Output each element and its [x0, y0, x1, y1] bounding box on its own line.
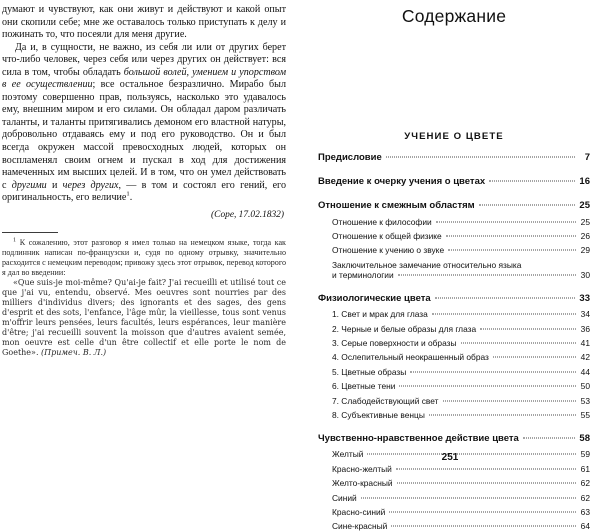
footnote-number: 1 — [13, 236, 17, 244]
toc-entry-label: Отношение к общей физике — [332, 230, 442, 241]
toc-entry[interactable] — [318, 493, 590, 503]
toc-dot-leader — [429, 414, 576, 415]
body-text-block — [2, 4, 286, 205]
toc-entry[interactable] — [318, 152, 590, 163]
footnote-editor-attribution: (Примеч. В. Л.) — [41, 348, 107, 358]
toc-page-number: 25 — [580, 216, 590, 227]
toc-page-number: 64 — [580, 521, 590, 531]
toc-entry-label: Отношение к философии — [332, 216, 432, 227]
toc-entry-label: Сине-красный — [332, 521, 388, 531]
toc-entry-label: Чувственно-нравственное действие цвета — [318, 432, 519, 444]
toc-page-number: 26 — [580, 230, 590, 241]
toc-page-number: 25 — [579, 200, 590, 211]
toc-entry-label: Синий — [332, 492, 357, 503]
para2-italic1: большой волей, умением и упорством в ее осуществлении — [2, 66, 287, 91]
toc-entry[interactable] — [318, 507, 590, 517]
toc-entry[interactable] — [318, 433, 590, 444]
para2-italic2: другими — [11, 179, 47, 191]
toc-page-number: 29 — [580, 245, 590, 256]
toc-page-number: 34 — [580, 309, 590, 320]
toc-page-number: 53 — [580, 395, 590, 406]
toc-entry-label: 4. Ослепительный неокрашенный образ — [332, 352, 489, 363]
toc-entry[interactable] — [318, 176, 590, 187]
toc-entry[interactable] — [318, 231, 590, 241]
toc-dot-leader — [523, 437, 575, 438]
toc-entry-label: 5. Цветные образы — [332, 366, 407, 377]
toc-entry-label: Физиологические цвета — [318, 292, 431, 304]
toc-dot-leader — [446, 235, 576, 236]
footnote-reference-marker[interactable]: 1 — [126, 190, 130, 198]
toc-page-number: 36 — [580, 323, 590, 334]
toc-dot-leader — [386, 157, 575, 158]
toc-page-number: 44 — [580, 366, 590, 377]
toc-dot-leader — [479, 205, 575, 206]
toc-dot-leader — [398, 274, 576, 275]
toc-dot-leader — [435, 297, 575, 298]
toc-dot-leader — [461, 342, 577, 343]
toc-entry[interactable] — [318, 464, 590, 474]
para2-part5: . — [129, 192, 133, 204]
toc-entry-label: Отношение к смежным областям — [318, 200, 475, 211]
toc-entry-label: Предисловие — [318, 152, 382, 163]
toc-entry[interactable] — [318, 381, 590, 391]
paragraph-second — [2, 42, 286, 205]
toc-dot-leader — [489, 181, 575, 182]
page-title: Содержание — [401, 6, 507, 26]
toc-entry-label: Красно-желтый — [332, 463, 392, 474]
toc-dot-leader — [443, 400, 577, 401]
toc-entry-label: 1. Свет и мрак для глаза — [332, 309, 428, 320]
footnote-block — [2, 238, 286, 359]
toc-entry[interactable] — [318, 260, 590, 280]
paragraph-continuation: думают и чувствуют, как они живут и действуют и какой опыт они скопили себе; мне же оставалось только приступать к делу и пожинать то, что посеяли для меня другие. — [2, 4, 286, 41]
toc-page-number: 61 — [580, 463, 590, 474]
toc-entry[interactable] — [318, 396, 590, 406]
toc-page-number: 62 — [580, 478, 590, 489]
toc-page-number: 50 — [580, 381, 590, 392]
para2-part3: и — [46, 179, 63, 191]
right-page — [300, 0, 600, 531]
toc-page-number: 41 — [580, 337, 590, 348]
toc-dot-leader — [493, 357, 576, 358]
toc-entry-label: 8. Субъективные венцы — [332, 409, 425, 420]
toc-entry-continuation — [332, 270, 590, 280]
para2-part4: , — в том и состоял его гений, его оригинальность, его величие — [2, 179, 286, 204]
toc-entry-label: Желто-красный — [332, 478, 393, 489]
toc-page-number: 42 — [580, 352, 590, 363]
toc-page-number: 62 — [580, 492, 590, 503]
toc-entry[interactable] — [318, 521, 590, 531]
toc-entry-label: Введение к очерку учения о цветах — [318, 176, 486, 187]
toc-part-heading: УЧЕНИЕ О ЦВЕТЕ — [404, 131, 504, 142]
toc-entry-label-line2: и терминологии — [332, 269, 394, 280]
toc-dot-leader — [396, 468, 576, 469]
para2-part1: Да и, в сущности, не важно, из себя ли или от других берет что-либо человек, через себя или через других он действует: вся сила в том, чтобы обладать — [2, 41, 286, 78]
toc-list — [318, 152, 590, 531]
toc-entry-label: Отношение к учению о звуке — [332, 245, 445, 256]
toc-entry-label: Желтый — [332, 449, 364, 460]
toc-entry[interactable] — [318, 367, 590, 377]
footnote-russian-text: К сожалению, этот разговор я имел только на немецком языке, тогда как подлинник написан по-французски и, судя по одному отрывку, значительно расходится с немецким переводом; привожу здесь этот отрывок, перевод которого я дал во введении: — [2, 237, 286, 277]
para2-italic3: через других — [62, 179, 119, 191]
para2-part2: ; все остальное безразлично. Мирабо был поэтому совершенно прав, пользуясь, насколько это удавалось ему, внешним миром и его силами. Он обладал даром различать таланты, и таланты притягивались демоном его властной натуры, добровольно отдаваясь ему и под его руководство. Он и был всегда окружен массой превосходных людей, которых он воспламенял своим огнем и пускал в ход для достижения намеченных им высших целей. И в том, что он умел действовать с — [2, 79, 286, 191]
toc-entry-label: 7. Слабодействующий свет — [332, 395, 439, 406]
toc-dot-leader — [389, 511, 576, 512]
footnote-russian-paragraph — [2, 238, 286, 278]
toc-entry-label: Красно-синий — [332, 506, 386, 517]
toc-dot-leader — [391, 526, 576, 527]
footnote-french-text: «Que suis-je moi-même? Qu'ai-je fait? J'ai recueilli et utilisé tout ce que j'ai vu, entendu, observé. Mes oeuvres sont nourries par des milliers d'individus divers; des ignorants et des sages, des gens d'esprit et des sots, l'enfance, l'âge mûr, la vieillesse, tous sont venus m'offrir leurs pensées, leurs facultés, leurs espérances, leur manière d'être; j'ai recueilli souvent la moisson que d'autres avaient semée, mon oeuvre est celle d'un être collectif et elle porte le nom de Goethe». — [2, 277, 286, 358]
toc-dot-leader — [399, 386, 576, 387]
toc-entry[interactable] — [318, 352, 590, 362]
toc-entry-label: 6. Цветные тени — [332, 381, 396, 392]
toc-entry[interactable] — [318, 200, 590, 211]
toc-entry[interactable] — [318, 324, 590, 334]
toc-page-number: 58 — [579, 432, 590, 444]
footnote-separator-rule — [2, 232, 58, 233]
toc-entry[interactable] — [318, 309, 590, 319]
toc-dot-leader — [448, 250, 576, 251]
footnote-french-paragraph — [2, 278, 286, 359]
toc-dot-leader — [432, 314, 576, 315]
toc-dot-leader — [436, 221, 576, 222]
toc-dot-leader — [361, 497, 576, 498]
toc-entry[interactable] — [318, 410, 590, 420]
toc-page-number: 55 — [580, 409, 590, 420]
toc-page-number: 7 — [584, 152, 590, 163]
toc-page-number: 59 — [580, 449, 590, 460]
toc-entry-label: 3. Серые поверхности и образы — [332, 337, 457, 348]
toc-entry[interactable] — [318, 338, 590, 348]
toc-dot-leader — [480, 328, 576, 329]
toc-entry[interactable] — [318, 245, 590, 255]
left-page — [0, 0, 300, 475]
toc-page-number: 63 — [580, 506, 590, 517]
toc-page-number: 16 — [579, 176, 590, 187]
toc-entry-label: 2. Черные и белые образы для глаза — [332, 323, 477, 334]
quote-attribution: (Соре, 17.02.1832) — [211, 209, 284, 220]
toc-entry[interactable] — [318, 478, 590, 488]
toc-entry-label: Заключительное замечание относительно языка — [332, 259, 522, 270]
folio-page-number: 251 — [441, 452, 459, 463]
toc-dot-leader — [410, 371, 576, 372]
toc-page-number: 30 — [580, 269, 590, 280]
toc-entry[interactable] — [318, 293, 590, 304]
toc-page-number: 33 — [579, 292, 590, 304]
toc-dot-leader — [397, 483, 576, 484]
toc-entry[interactable] — [318, 217, 590, 227]
